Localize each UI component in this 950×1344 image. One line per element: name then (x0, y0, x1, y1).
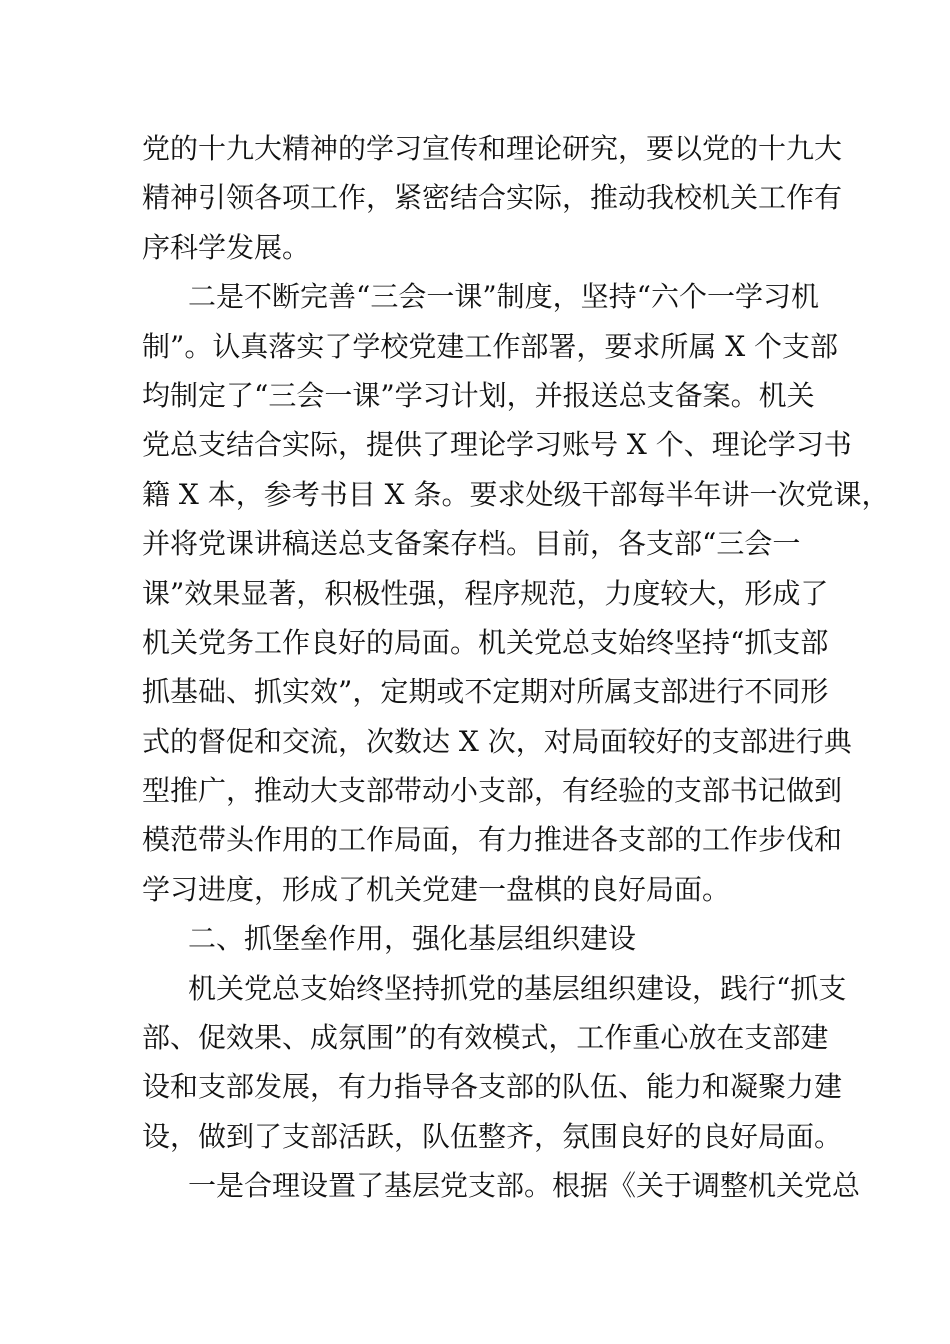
text-line: 抓基础、抓实效”，定期或不定期对所属支部进行不同形 (142, 675, 829, 709)
text-line: 设和支部发展，有力指导各支部的队伍、能力和凝聚力建 (142, 1070, 843, 1104)
text-line: 模范带头作用的工作局面，有力推进各支部的工作步伐和 (142, 823, 843, 857)
text-line: 设，做到了支部活跃，队伍整齐，氛围良好的良好局面。 (142, 1119, 843, 1153)
text-line: 序科学发展。 (142, 230, 311, 264)
text-line: 学习进度，形成了机关党建一盘棋的良好局面。 (142, 872, 731, 906)
paragraph-start-line: 机关党总支始终坚持抓党的基层组织建设，践行“抓支 (188, 971, 847, 1005)
text-line: 式的督促和交流，次数达 X 次，对局面较好的支部进行典 (142, 724, 852, 758)
text-line: 并将党课讲稿送总支备案存档。目前，各支部“三会一 (142, 527, 801, 561)
text-line: 党的十九大精神的学习宣传和理论研究，要以党的十九大 (142, 132, 843, 165)
text-line: 精神引领各项工作，紧密结合实际，推动我校机关工作有 (142, 181, 843, 215)
text-line: 型推广，推动大支部带动小支部，有经验的支部书记做到 (142, 774, 843, 808)
section-heading: 二、抓堡垒作用，强化基层组织建设 (188, 922, 637, 956)
text-line: 制”。认真落实了学校党建工作部署，要求所属 X 个支部 (142, 329, 839, 363)
paragraph-start-line: 二是不断完善“三会一课”制度，坚持“六个一学习机 (188, 280, 819, 314)
text-line: 机关党务工作良好的局面。机关党总支始终坚持“抓支部 (142, 625, 829, 659)
paragraph-start-line: 一是合理设置了基层党支部。根据《关于调整机关党总 (188, 1169, 861, 1203)
text-line: 党总支结合实际，提供了理论学习账号 X 个、理论学习书 (142, 428, 852, 462)
body-text (142, 124, 890, 1211)
text-line: 课”效果显著，积极性强，程序规范，力度较大，形成了 (142, 576, 829, 610)
text-line: 均制定了“三会一课”学习计划，并报送总支备案。机关 (142, 378, 815, 412)
text-line: 部、促效果、成氛围”的有效模式，工作重心放在支部建 (142, 1021, 829, 1055)
text-line: 籍 X 本，参考书目 X 条。要求处级干部每半年讲一次党课， (142, 477, 890, 511)
